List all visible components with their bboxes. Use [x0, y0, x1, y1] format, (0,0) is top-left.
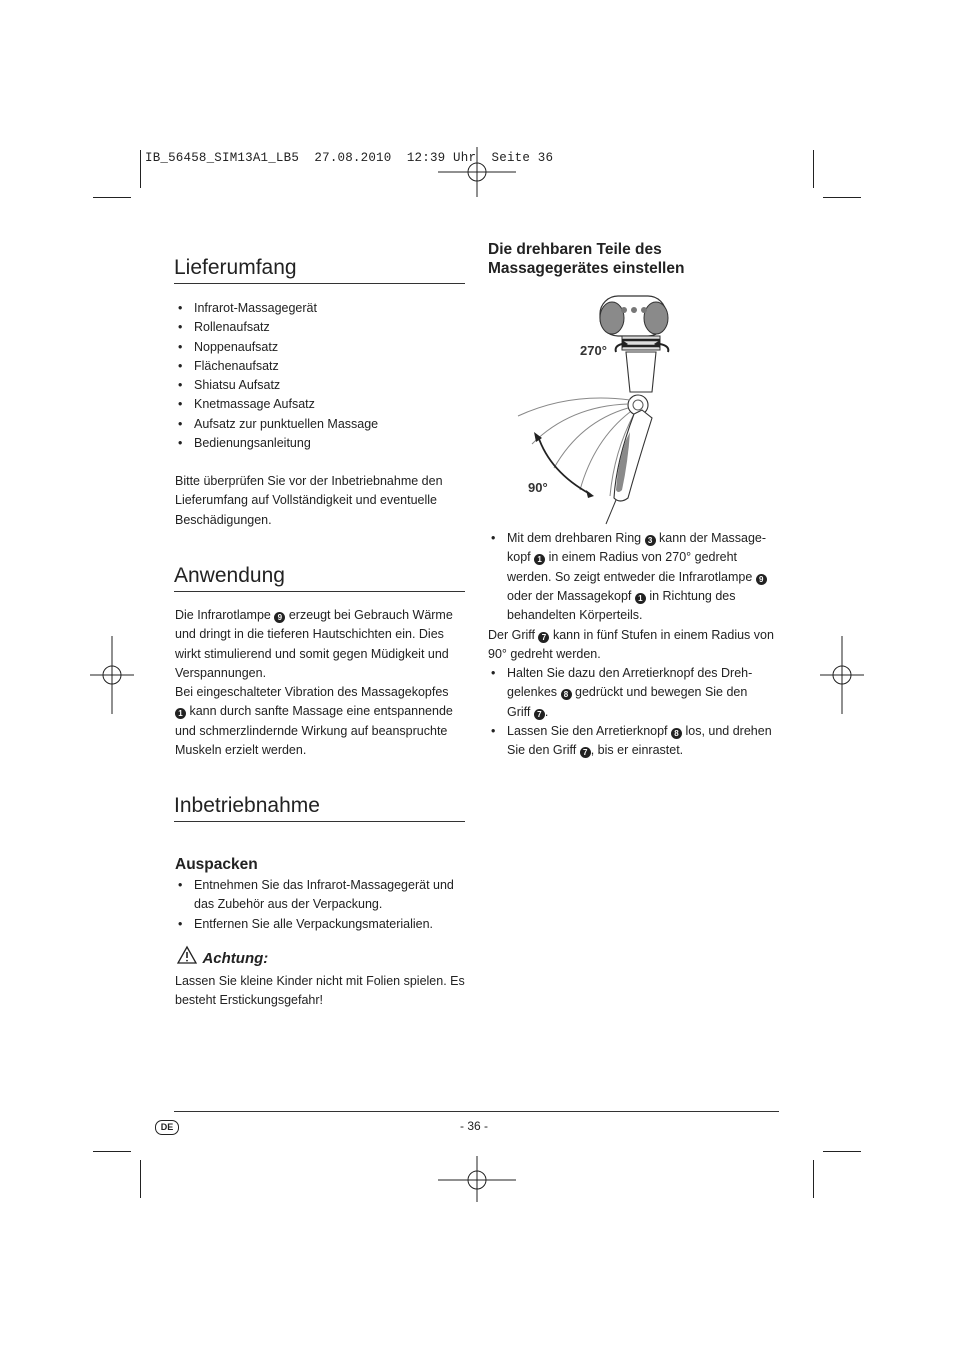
- registration-mark-right: [820, 636, 864, 714]
- print-info-line: IB_56458_SIM13A1_LB5 27.08.2010 12:39 Uhr Seite 36: [145, 151, 554, 165]
- section-title-inbetriebnahme: Inbetriebnahme: [174, 793, 465, 822]
- section-title-anwendung: Anwendung: [174, 563, 465, 592]
- list-item: • Lassen Sie den Arretierknopf 8 los, und drehen Sie den Griff 7 , bis er einrastet.: [489, 722, 789, 761]
- list-item: • Mit dem drehbaren Ring 3 kann der Massage- kopf 1 in einem Radius von 270° gedreht werden. So zeigt entweder die Infrarotlampe 9 oder der Massagekopf 1 in Richtung des behandelten Körperteils.: [489, 529, 789, 625]
- list-item: • Flächenaufsatz: [176, 357, 466, 376]
- footer-rule: [174, 1111, 779, 1112]
- registration-mark-bottom: [438, 1156, 516, 1202]
- crop-mark: [813, 1160, 814, 1198]
- label-90: 90°: [528, 480, 548, 495]
- list-item: • Entnehmen Sie das Infrarot-Massagegerät und das Zubehör aus der Verpackung.: [176, 876, 468, 915]
- subtitle-auspacken: Auspacken: [175, 856, 258, 873]
- list-item: • Bedienungsanleitung: [176, 434, 466, 453]
- warning-text: Lassen Sie kleine Kinder nicht mit Folien spielen. Es besteht Erstickungsgefahr!: [175, 974, 465, 1008]
- crop-mark: [823, 197, 861, 198]
- crop-mark: [813, 150, 814, 188]
- language-badge: DE: [155, 1120, 179, 1135]
- list-item: • Aufsatz zur punktuellen Massage: [176, 415, 466, 434]
- anwendung-text: Die Infrarotlampe 9 erzeugt bei Gebrauch Wärme und dringt in die tieferen Hautschichten ein. Dies wirkt stimulierend und somit gegen Müdigkeit und Verspannungen. Bei eingeschalteter Vibration des Massagekopfes 1 kann durch sanfte Massage eine entspannende und schmerzlindernde Wirkung auf beanspruchte Muskeln erzielt werden.: [175, 608, 453, 758]
- list-item: • Noppenaufsatz: [176, 338, 466, 357]
- griff-instruction-list: [489, 664, 789, 760]
- lieferumfang-list: [176, 299, 466, 453]
- section-title-lieferumfang: Lieferumfang: [174, 255, 465, 284]
- label-270: 270°: [580, 343, 607, 358]
- crop-mark: [93, 1151, 131, 1152]
- griff-text: Der Griff 7 kann in fünf Stufen in einem Radius von 90° gedreht werden.: [488, 628, 774, 662]
- warning-heading: Achtung:: [176, 945, 268, 968]
- lieferumfang-note: Bitte überprüfen Sie vor der Inbetriebnahme den Lieferumfang auf Vollständigkeit und eventuelle Beschädigungen.: [175, 474, 443, 527]
- registration-mark-left: [90, 636, 134, 714]
- list-item: • Halten Sie dazu den Arretierknopf des Dreh- gelenkes 8 gedrückt und bewegen Sie den Griff 7 .: [489, 664, 789, 722]
- list-item: • Infrarot-Massagegerät: [176, 299, 466, 318]
- list-item: • Entfernen Sie alle Verpackungsmaterialien.: [176, 915, 468, 934]
- list-item: • Rollenaufsatz: [176, 318, 466, 337]
- crop-mark: [93, 197, 131, 198]
- auspacken-list: [176, 876, 468, 934]
- crop-mark: [823, 1151, 861, 1152]
- device-rotation-illustration: [510, 292, 690, 528]
- crop-mark: [140, 150, 141, 188]
- warning-icon: [176, 945, 198, 965]
- page-number: - 36 -: [460, 1119, 489, 1133]
- crop-mark: [140, 1160, 141, 1198]
- ring-instruction-list: [489, 529, 789, 625]
- list-item: • Shiatsu Aufsatz: [176, 376, 466, 395]
- list-item: • Knetmassage Aufsatz: [176, 395, 466, 414]
- subtitle-drehbare-teile: Die drehbaren Teile des Massagegerätes einstellen: [488, 241, 685, 277]
